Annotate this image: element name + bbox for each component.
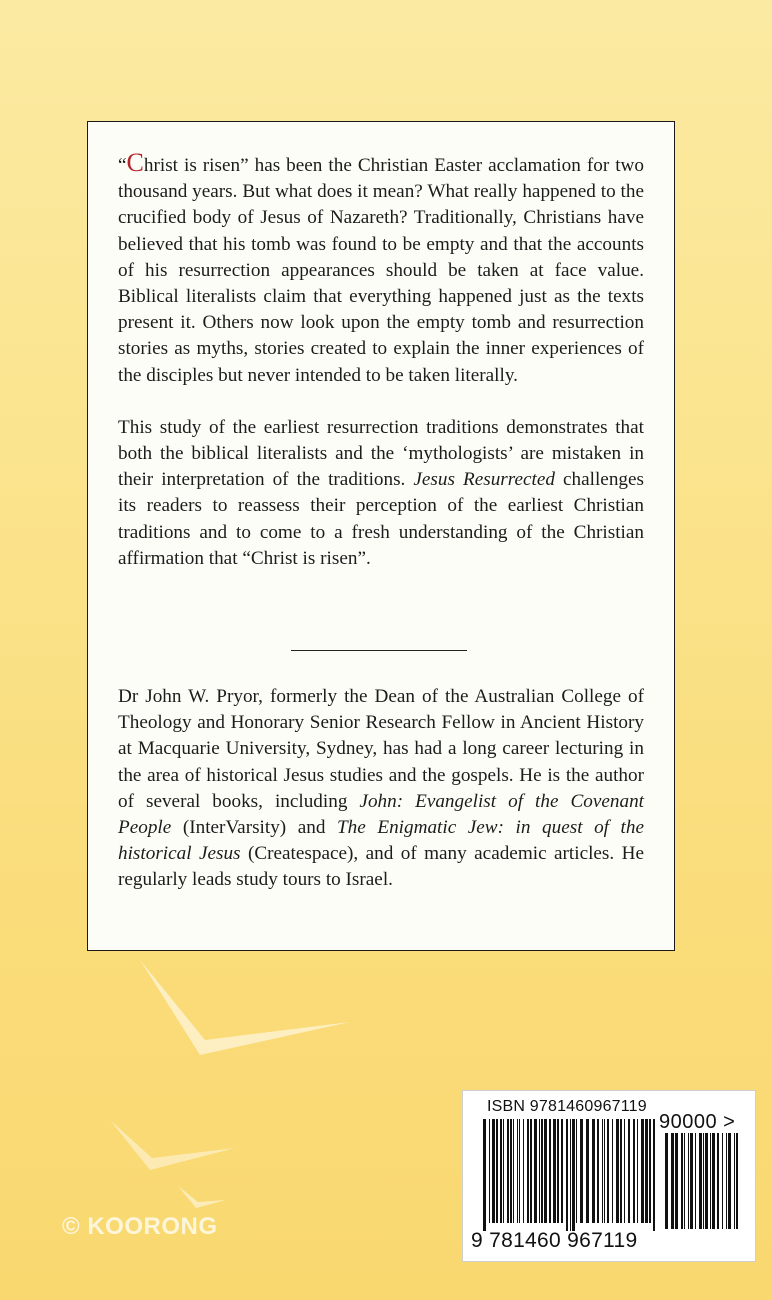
barcode-bar xyxy=(570,1119,571,1231)
barcode-box xyxy=(462,1090,756,1262)
price-addon-barcode xyxy=(665,1133,741,1229)
barcode-bar xyxy=(566,1119,568,1231)
barcode-bar xyxy=(527,1119,529,1223)
barcode-bar xyxy=(734,1133,735,1229)
barcode-bar xyxy=(624,1119,625,1223)
watermark-chevron-large xyxy=(140,960,360,1070)
barcode-bar xyxy=(717,1133,719,1229)
barcode-bar xyxy=(616,1119,619,1223)
barcode-bar xyxy=(549,1119,551,1223)
barcode-bar xyxy=(586,1119,589,1223)
barcode-bar xyxy=(637,1119,638,1223)
barcode-bar xyxy=(604,1119,605,1223)
isbn-digits: 9 781460 967119 xyxy=(471,1229,638,1252)
barcode-bar xyxy=(592,1119,595,1223)
blurb-p2-end: challenges its readers to reassess their perception of the earliest Christian traditions and to come to a fresh understanding of the Christian affirmation that “Christ is risen”. xyxy=(118,469,644,569)
isbn-barcode xyxy=(483,1119,657,1231)
barcode-bar xyxy=(539,1119,540,1223)
barcode-bar xyxy=(597,1119,599,1223)
barcode-bar xyxy=(703,1133,704,1229)
barcode-bar xyxy=(726,1133,727,1229)
barcode-bar xyxy=(496,1119,498,1223)
barcode-bar xyxy=(728,1133,731,1229)
bio-text-3: (Createspace), and of many academic articles. He regularly leads study tours to Israel. xyxy=(118,843,644,891)
barcode-bar xyxy=(541,1119,543,1223)
barcode-bar xyxy=(675,1133,678,1229)
barcode-bar xyxy=(557,1119,559,1223)
book-title: Jesus Resurrected xyxy=(413,469,555,491)
barcode-bar xyxy=(607,1119,609,1223)
watermark-chevron-tiny xyxy=(178,1186,228,1212)
barcode-bar xyxy=(722,1133,723,1229)
barcode-bar xyxy=(695,1133,696,1229)
barcode-bar xyxy=(736,1133,738,1229)
barcode-bar xyxy=(510,1119,512,1223)
bio-book-1: John: Evangelist of the Covenant People xyxy=(118,790,644,839)
barcode-bar xyxy=(688,1133,689,1229)
barcode-bar xyxy=(712,1133,715,1229)
barcode-bar xyxy=(513,1119,514,1223)
barcode-bar xyxy=(602,1119,603,1223)
barcode-bar xyxy=(612,1119,613,1223)
barcode-bar xyxy=(653,1119,655,1231)
back-cover-panel xyxy=(87,121,675,951)
barcode-bar xyxy=(633,1119,635,1223)
blurb-text xyxy=(118,150,644,572)
blurb-p1-text: hrist is risen” has been the Christian Easter acclamation for two thousand years. But what does it mean? What really happened to the crucified body of Jesus of Nazareth? Traditionally, Christians have believed that his tomb was found to be empty and that the accounts of his resurrection appearances should be taken at face value. Biblical literalists claim that everything happened just as the texts present it. Others now look upon the empty tomb and resurrection stories as myths, stories created to explain the inner experiences of the disciples but never intended to be taken literally. xyxy=(118,155,644,386)
koorong-watermark: © KOORONG xyxy=(62,1213,218,1240)
drop-cap: C xyxy=(126,148,144,177)
barcode-bar xyxy=(519,1119,520,1223)
barcode-bar xyxy=(503,1119,504,1223)
divider-rule xyxy=(291,650,467,651)
barcode-bar xyxy=(645,1119,648,1223)
barcode-bar xyxy=(523,1119,524,1223)
barcode-bar xyxy=(681,1133,683,1229)
barcode-bar xyxy=(665,1133,668,1229)
blurb-paragraph-2 xyxy=(118,415,644,572)
isbn-label: ISBN 9781460967119 xyxy=(487,1098,647,1115)
barcode-bar xyxy=(710,1133,711,1229)
barcode-bar xyxy=(507,1119,509,1223)
price-code: 90000 > xyxy=(659,1111,736,1133)
barcode-bar xyxy=(580,1119,583,1223)
barcode-bar xyxy=(561,1119,563,1223)
barcode-bar xyxy=(500,1119,502,1223)
barcode-bar xyxy=(628,1119,630,1223)
author-bio-paragraph xyxy=(118,684,644,894)
barcode-bar xyxy=(620,1119,622,1223)
barcode-bar xyxy=(534,1119,537,1223)
barcode-bar xyxy=(684,1133,685,1229)
barcode-bar xyxy=(572,1119,575,1231)
open-quote: “ xyxy=(118,155,127,176)
barcode-bar xyxy=(641,1119,644,1223)
blurb-paragraph-1 xyxy=(118,150,644,389)
author-bio xyxy=(118,684,644,894)
barcode-bar xyxy=(489,1119,490,1223)
barcode-bar xyxy=(705,1133,708,1229)
barcode-bar xyxy=(699,1133,702,1229)
barcode-bar xyxy=(553,1119,556,1223)
bio-text-1: Dr John W. Pryor, formerly the Dean of the Australian College of Theology and Honorary Senior Research Fellow in Ancient History at Macquarie University, Sydney, has had a long career lecturing in the area of historical Jesus studies and the gospels. He is the author of several books, including xyxy=(118,686,644,812)
barcode-bar xyxy=(671,1133,674,1229)
barcode-bar xyxy=(483,1119,486,1231)
barcode-bar xyxy=(544,1119,547,1223)
bio-text-2: (InterVarsity) and xyxy=(171,817,338,839)
watermark-chevron-small xyxy=(110,1120,240,1180)
barcode-bar xyxy=(690,1133,693,1229)
barcode-bar xyxy=(649,1119,651,1223)
bio-book-2: The Enigmatic Jew: in quest of the historical Jesus xyxy=(118,817,644,865)
barcode-bar xyxy=(576,1119,577,1223)
barcode-bar xyxy=(517,1119,518,1223)
barcode-bar xyxy=(492,1119,495,1223)
blurb-p2-start: This study of the earliest resurrection traditions demonstrates that both the biblical literalists and the ‘mythologists’ are mistaken in their interpretation of the traditions. xyxy=(118,416,644,491)
barcode-bar xyxy=(530,1119,532,1223)
